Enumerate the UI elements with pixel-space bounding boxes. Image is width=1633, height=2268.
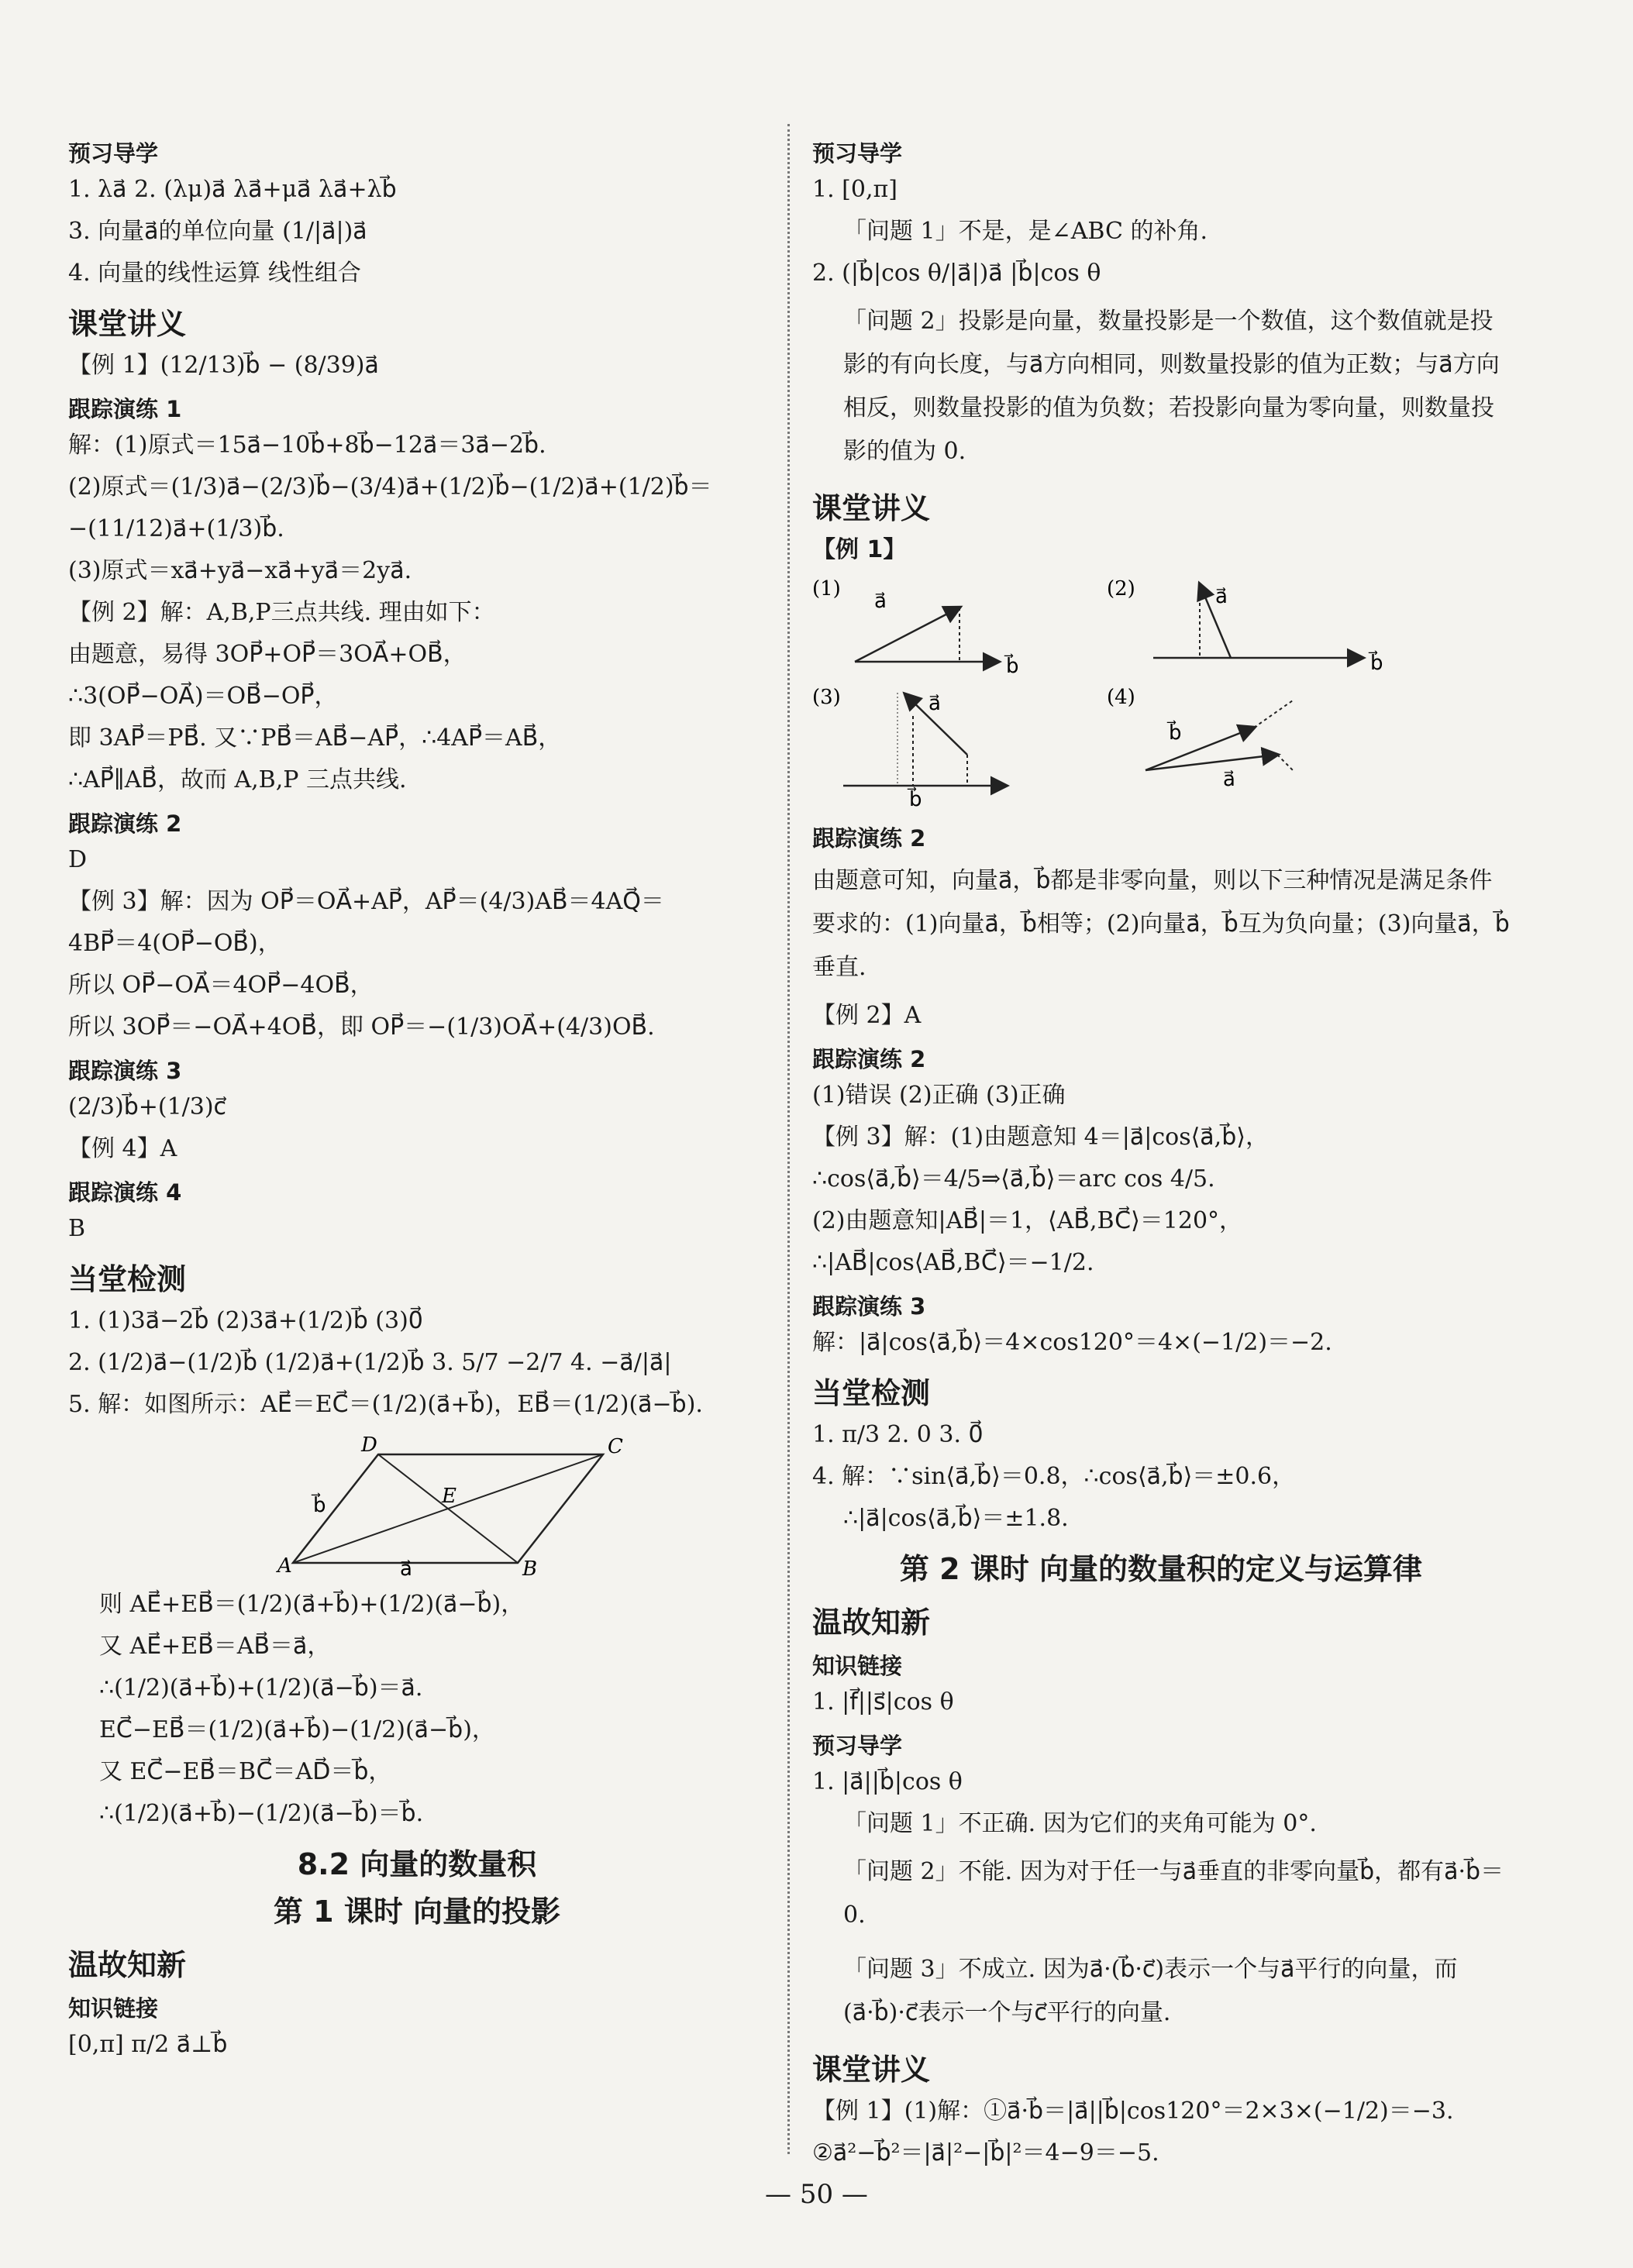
fig4-b-label: b⃗ <box>1169 721 1182 745</box>
left-lines-line-5: 【例 1】(12/13)b⃗ − (8/39)a⃗ <box>68 352 379 379</box>
left-lines-line-9: −(11/12)a⃗+(1/3)b⃗. <box>68 515 284 542</box>
right-lines2-line-23: 「问题 3」不成立. 因为a⃗·(b⃗·c⃗)表示一个与a⃗平行的向量，而(a⃗·b⃗)·c⃗表示一个与c⃗平行的向量. <box>843 1956 1458 2026</box>
left-lines-line-29: 2. (1/2)a⃗−(1/2)b⃗ (1/2)a⃗+(1/2)b⃗ 3. 5/7 −2/7 4. −a⃗/|a⃗| <box>68 1349 672 1376</box>
right-lines2-line-9: 跟踪演练 3 <box>812 1293 926 1320</box>
projection-figure-1 <box>812 576 1045 677</box>
left-lines-line-19: 4BP⃗＝4(OP⃗−OB⃗)， <box>68 930 281 957</box>
right-lines-line-2: 「问题 1」不是，是∠ABC 的补角. <box>843 218 1208 245</box>
left-lines-line-4: 课堂讲义 <box>68 307 187 341</box>
right-lines-line-5: 课堂讲义 <box>812 491 931 525</box>
left-lines-line-22: 跟踪演练 3 <box>68 1058 182 1084</box>
left-lines-line-24: 【例 4】A <box>68 1135 177 1162</box>
left-lines2-line-6: 8.2 向量的数量积 <box>297 1847 537 1881</box>
right-lines2-line-21: 「问题 1」不正确. 因为它们的夹角可能为 0°. <box>843 1810 1317 1837</box>
right-column <box>812 132 1510 2180</box>
column-divider <box>787 124 790 2154</box>
parallelogram-figure <box>270 1431 704 1578</box>
left-lines-line-8: (2)原式＝(1/3)a⃗−(2/3)b⃗−(3/4)a⃗+(1/2)b⃗−(1/2)a⃗+(1/2)b⃗＝ <box>68 473 712 501</box>
projection-figures <box>812 576 1401 809</box>
left-lines2-line-9: 知识链接 <box>68 1995 159 2022</box>
left-lines-line-14: 即 3AP⃗＝PB⃗. 又∵PB⃗＝AB⃗−AP⃗，∴4AP⃗＝AB⃗， <box>68 724 562 752</box>
fig3-label: (3) <box>812 686 841 709</box>
figure-label-E: E <box>442 1485 456 1508</box>
right-lines2-line-4: (1)错误 (2)正确 (3)正确 <box>812 1082 1066 1109</box>
right-lines-line-0: 预习导学 <box>812 140 903 167</box>
right-lines2-line-12: 1. π/3 2. 0 3. 0⃗ <box>812 1421 984 1448</box>
left-lines-line-25: 跟踪演练 4 <box>68 1179 182 1206</box>
fig1-b-label: b⃗ <box>1006 655 1019 677</box>
left-lines-line-3: 4. 向量的线性运算 线性组合 <box>68 260 361 287</box>
left-lines-line-15: ∴AP⃗∥AB⃗，故而 A,B,P 三点共线. <box>68 766 407 793</box>
left-lines-line-6: 跟踪演练 1 <box>68 396 182 422</box>
left-lines2-line-5: ∴(1/2)(a⃗+b⃗)−(1/2)(a⃗−b⃗)＝b⃗. <box>99 1800 424 1827</box>
figure-label-A: A <box>277 1554 292 1578</box>
fig2-b-label: b⃗ <box>1370 652 1383 675</box>
fig2-label: (2) <box>1107 577 1135 601</box>
left-column <box>68 132 766 2071</box>
fig4-a-label: a⃗ <box>1223 768 1235 791</box>
left-lines-line-1: 1. λa⃗ 2. (λμ)a⃗ λa⃗+μa⃗ λa⃗+λb⃗ <box>68 176 397 203</box>
right-lines2-line-19: 预习导学 <box>812 1733 903 1759</box>
right-lines2-line-20: 1. |a⃗||b⃗|cos θ <box>812 1768 963 1795</box>
right-lines2-line-13: 4. 解：∵sin⟨a⃗,b⃗⟩＝0.8，∴cos⟨a⃗,b⃗⟩＝±0.6， <box>812 1463 1296 1490</box>
left-lines2-line-7: 第 1 课时 向量的投影 <box>273 1895 561 1929</box>
left-lines-line-12: 由题意，易得 3OP⃗+OP⃗＝3OA⃗+OB⃗， <box>68 641 467 668</box>
left-lines-line-17: D <box>68 846 88 873</box>
fig1-label: (1) <box>812 577 841 601</box>
fig3-b-label: b⃗ <box>909 788 922 809</box>
fig4-label: (4) <box>1107 686 1135 709</box>
left-lines2-line-1: 又 AE⃗+EB⃗＝AB⃗＝a⃗， <box>99 1633 331 1660</box>
left-lines-line-28: 1. (1)3a⃗−2b⃗ (2)3a⃗+(1/2)b⃗ (3)0⃗ <box>68 1307 423 1334</box>
right-lines-line-1: 1. [0,π] <box>812 176 897 203</box>
left-lines-line-23: (2/3)b⃗+(1/3)c⃗ <box>68 1093 227 1120</box>
right-lines2-line-2: 【例 2】A <box>812 1002 922 1029</box>
right-lines2-line-22: 「问题 2」不能. 因为对于任一与a⃗垂直的非零向量b⃗，都有a⃗·b⃗＝0. <box>843 1858 1504 1929</box>
right-lines2-line-1: 由题意可知，向量a⃗，b⃗都是非零向量，则以下三种情况是满足条件要求的：(1)向量a⃗，b⃗相等；(2)向量a⃗，b⃗互为负向量；(3)向量a⃗，b⃗垂直. <box>812 867 1510 981</box>
right-text-block <box>812 136 1510 566</box>
left-lines-line-2: 3. 向量a⃗的单位向量 (1/|a⃗|)a⃗ <box>68 218 367 245</box>
figure-label-B: B <box>522 1557 538 1578</box>
right-lines-line-6: 【例 1】 <box>812 536 907 563</box>
left-lines2-line-4: 又 EC⃗−EB⃗＝BC⃗＝AD⃗＝b⃗， <box>99 1758 392 1785</box>
left-lines2-line-2: ∴(1/2)(a⃗+b⃗)+(1/2)(a⃗−b⃗)＝a⃗. <box>99 1674 423 1702</box>
figure-label-D: D <box>361 1433 377 1457</box>
left-lines-line-21: 所以 3OP⃗＝−OA⃗+4OB⃗，即 OP⃗＝−(1/3)OA⃗+(4/3)OB⃗. <box>68 1014 655 1041</box>
left-text-block-2 <box>68 1589 766 2060</box>
left-lines-line-11: 【例 2】解：A,B,P三点共线. 理由如下： <box>68 599 495 626</box>
right-lines2-line-26: ②a⃗²−b⃗²＝|a⃗|²−|b⃗|²＝4−9＝−5. <box>812 2139 1159 2166</box>
right-lines2-line-16: 温故知新 <box>812 1605 931 1640</box>
left-lines-line-27: 当堂检测 <box>68 1262 187 1296</box>
figure-label-b: b⃗ <box>313 1494 326 1517</box>
right-lines-line-3: 2. (|b⃗|cos θ/|a⃗|)a⃗ |b⃗|cos θ <box>812 260 1101 287</box>
right-lines2-line-3: 跟踪演练 2 <box>812 1046 926 1072</box>
fig1-a-label: a⃗ <box>874 590 887 613</box>
left-lines-line-16: 跟踪演练 2 <box>68 810 182 837</box>
right-lines2-line-5: 【例 3】解：(1)由题意知 4＝|a⃗|cos⟨a⃗,b⃗⟩， <box>812 1124 1269 1151</box>
page-number: — 50 — <box>765 2179 868 2210</box>
right-lines2-line-7: (2)由题意知|AB⃗|＝1，⟨AB⃗,BC⃗⟩＝120°， <box>812 1207 1243 1234</box>
projection-figure-3 <box>812 685 1045 809</box>
left-lines-line-18: 【例 3】解：因为 OP⃗＝OA⃗+AP⃗，AP⃗＝(4/3)AB⃗＝4AQ⃗＝ <box>68 888 664 915</box>
left-text-block <box>68 136 766 1420</box>
projection-figure-2 <box>1107 576 1401 677</box>
left-lines-line-7: 解：(1)原式＝15a⃗−10b⃗+8b⃗−12a⃗＝3a⃗−2b⃗. <box>68 432 546 459</box>
right-lines2-line-14: ∴|a⃗|cos⟨a⃗,b⃗⟩＝±1.8. <box>843 1505 1069 1532</box>
projection-figure-4 <box>1107 685 1401 809</box>
left-lines-line-20: 所以 OP⃗−OA⃗＝4OP⃗−4OB⃗， <box>68 972 374 999</box>
left-lines-line-26: B <box>68 1215 86 1242</box>
left-lines2-line-0: 则 AE⃗+EB⃗＝(1/2)(a⃗+b⃗)+(1/2)(a⃗−b⃗)， <box>99 1591 525 1618</box>
figure-label-C: C <box>608 1435 623 1458</box>
right-lines2-line-6: ∴cos⟨a⃗,b⃗⟩＝4/5⇒⟨a⃗,b⃗⟩＝arc cos 4/5. <box>812 1165 1215 1193</box>
right-text-block-2 <box>812 821 1510 2169</box>
left-lines2-line-8: 温故知新 <box>68 1948 187 1982</box>
right-lines2-line-15: 第 2 课时 向量的数量积的定义与运算律 <box>899 1552 1423 1586</box>
right-lines2-line-11: 当堂检测 <box>812 1376 931 1410</box>
right-lines2-line-17: 知识链接 <box>812 1653 903 1679</box>
right-lines2-line-18: 1. |f⃗||s⃗|cos θ <box>812 1688 954 1716</box>
right-lines2-line-8: ∴|AB⃗|cos⟨AB⃗,BC⃗⟩＝−1/2. <box>812 1249 1094 1276</box>
fig2-a-label: a⃗ <box>1215 585 1228 608</box>
left-lines2-line-3: EC⃗−EB⃗＝(1/2)(a⃗+b⃗)−(1/2)(a⃗−b⃗)， <box>99 1716 495 1743</box>
fig3-a-label: a⃗ <box>928 692 941 715</box>
right-lines2-line-24: 课堂讲义 <box>812 2053 931 2087</box>
left-lines2-line-10: [0,π] π/2 a⃗⊥b⃗ <box>68 2031 228 2058</box>
right-lines2-line-25: 【例 1】(1)解：①a⃗·b⃗＝|a⃗||b⃗|cos120°＝2×3×(−1/2)＝−3. <box>812 2098 1454 2125</box>
left-lines-line-0: 预习导学 <box>68 140 159 167</box>
right-lines2-line-0: 跟踪演练 2 <box>812 825 926 852</box>
left-lines-line-10: (3)原式＝xa⃗+ya⃗−xa⃗+ya⃗＝2ya⃗. <box>68 557 412 584</box>
left-lines-line-13: ∴3(OP⃗−OA⃗)＝OB⃗−OP⃗， <box>68 683 338 710</box>
left-lines-line-30: 5. 解：如图所示：AE⃗＝EC⃗＝(1/2)(a⃗+b⃗)，EB⃗＝(1/2)(a⃗−b⃗). <box>68 1391 703 1418</box>
right-lines2-line-10: 解：|a⃗|cos⟨a⃗,b⃗⟩＝4×cos120°＝4×(−1/2)＝−2. <box>812 1329 1332 1356</box>
right-lines-line-4: 「问题 2」投影是向量，数量投影是一个数值，这个数值就是投影的有向长度，与a⃗方向相同，则数量投影的值为正数；与a⃗方向相反，则数量投影的值为负数；若投影向量为零向量，则数量投影的值为 0. <box>843 308 1500 465</box>
figure-label-a: a⃗ <box>400 1557 412 1578</box>
